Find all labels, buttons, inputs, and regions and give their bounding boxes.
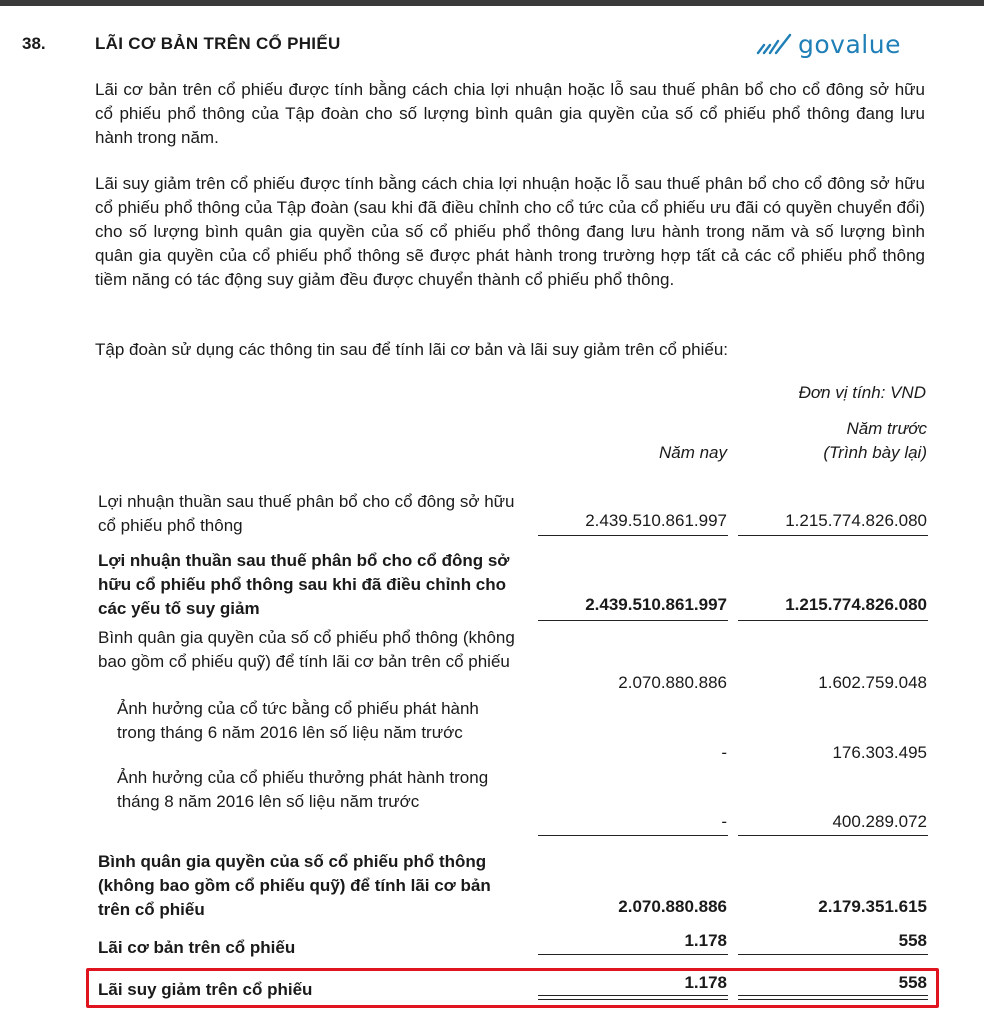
column-header-current-year: Năm nay <box>658 443 727 462</box>
row-value-basic-eps-current: 1.178 <box>684 931 727 950</box>
row-value-bonus-shares-current: - <box>721 812 727 831</box>
row-value-stock-dividend-prior: 176.303.495 <box>832 743 927 762</box>
underline-prior <box>738 835 928 836</box>
row-value-diluted-eps-prior: 558 <box>898 973 927 992</box>
govalue-logo-icon <box>756 33 794 55</box>
row-label-weighted-shares: Bình quân gia quyền của số cổ phiếu phổ thông (không bao gồm cổ phiếu quỹ) để tính lãi cơ bản trên cổ phiếu <box>98 628 515 671</box>
row-label-bonus-shares-effect: Ảnh hưởng của cổ phiếu thưởng phát hành trong tháng 8 năm 2016 lên số liệu năm trước <box>117 768 489 811</box>
underline-prior <box>738 954 928 955</box>
row-value-diluted-eps-current: 1.178 <box>684 973 727 992</box>
underline-current <box>538 620 728 621</box>
underline-prior <box>738 620 928 621</box>
row-value-weighted-shares-current: 2.070.880.886 <box>618 673 727 692</box>
highlight-box-diluted-eps <box>86 968 939 1008</box>
logo-text: govalue <box>798 29 901 59</box>
row-label-net-profit: Lợi nhuận thuần sau thuế phân bổ cho cổ đông sở hữu cổ phiếu phổ thông <box>98 492 515 535</box>
govalue-logo <box>756 26 926 62</box>
row-value-net-profit-prior: 1.215.774.826.080 <box>785 511 927 530</box>
row-value-net-profit-diluted-current: 2.439.510.861.997 <box>585 595 727 614</box>
row-label-diluted-eps: Lãi suy giảm trên cổ phiếu <box>98 980 313 999</box>
row-value-net-profit-diluted-prior: 1.215.774.826.080 <box>785 595 927 614</box>
row-value-weighted-shares-total-current: 2.070.880.886 <box>618 897 727 916</box>
page-top-border <box>0 0 984 6</box>
row-label-weighted-shares-total: Bình quân gia quyền của số cổ phiếu phổ thông (không bao gồm cổ phiếu quỹ) để tính lãi cơ bản trên cổ phiếu <box>98 852 491 919</box>
section-title: LÃI CƠ BẢN TRÊN CỔ PHIẾU <box>95 34 341 53</box>
underline-current <box>538 954 728 955</box>
row-value-stock-dividend-current: - <box>721 743 727 762</box>
paragraph-basic-eps: Lãi cơ bản trên cổ phiếu được tính bằng cách chia lợi nhuận hoặc lỗ sau thuế phân bổ cho cổ đông sở hữu cổ phiếu phổ thông của Tập đoàn cho số lượng bình quân gia quyền của số cổ phiếu phổ thông đang lưu hành trong năm. <box>95 80 925 147</box>
underline-prior <box>738 535 928 536</box>
row-value-net-profit-current: 2.439.510.861.997 <box>585 511 727 530</box>
underline-current <box>538 835 728 836</box>
section-number: 38. <box>22 34 46 53</box>
row-label-basic-eps: Lãi cơ bản trên cổ phiếu <box>98 938 296 957</box>
row-value-weighted-shares-total-prior: 2.179.351.615 <box>818 897 927 916</box>
row-value-basic-eps-prior: 558 <box>898 931 927 950</box>
column-header-prior-line2: (Trình bày lại) <box>823 443 927 462</box>
row-label-net-profit-diluted: Lợi nhuận thuần sau thuế phân bổ cho cổ đông sở hữu cổ phiếu phổ thông sau khi đã điều chỉnh cho các yếu tố suy giảm <box>98 551 510 618</box>
column-header-prior-year <box>727 417 927 465</box>
underline-current <box>538 535 728 536</box>
row-value-bonus-shares-prior: 400.289.072 <box>832 812 927 831</box>
paragraph-info-intro: Tập đoàn sử dụng các thông tin sau để tính lãi cơ bản và lãi suy giảm trên cổ phiếu: <box>95 340 729 359</box>
paragraph-diluted-eps: Lãi suy giảm trên cổ phiếu được tính bằng cách chia lợi nhuận hoặc lỗ sau thuế phân bổ cho cổ đông sở hữu cổ phiếu phổ thông của Tập đoàn (sau khi đã điều chỉnh cho cổ tức của cổ phiếu ưu đãi có quyền chuyển đổi) cho số lượng bình quân gia quyền của số cổ phiếu phổ thông đang lưu hành trong năm và số lượng bình quân gia quyền của cổ phiếu phổ thông sẽ được phát hành trong trường hợp tất cả các cổ phiếu phổ thông tiềm năng có tác động suy giảm đều được chuyển thành cổ phiếu phổ thông. <box>95 174 925 289</box>
row-value-weighted-shares-prior: 1.602.759.048 <box>818 673 927 692</box>
row-label-stock-dividend-effect: Ảnh hưởng của cổ tức bằng cổ phiếu phát hành trong tháng 6 năm 2016 lên số liệu năm trước <box>117 699 479 742</box>
unit-label: Đơn vị tính: VND <box>798 383 926 402</box>
column-header-prior-line1: Năm trước <box>846 419 927 438</box>
